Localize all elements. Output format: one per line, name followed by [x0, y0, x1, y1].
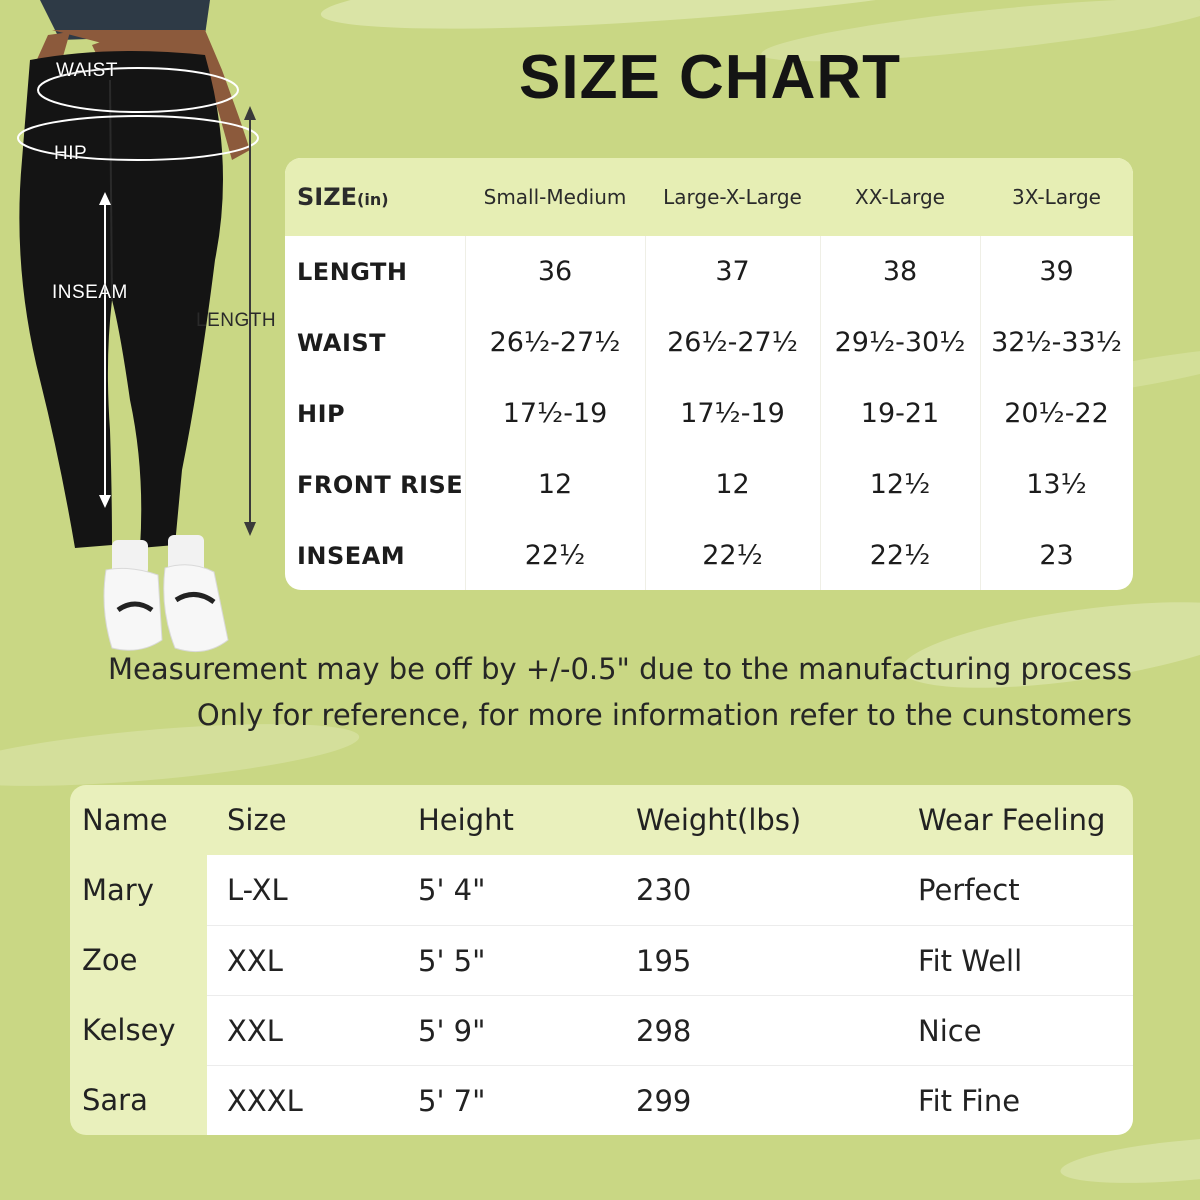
column-divider — [980, 236, 981, 590]
customer-name: Zoe — [82, 943, 138, 977]
customer-name: Kelsey — [82, 1013, 176, 1047]
size-value: 23 — [1039, 540, 1074, 571]
column-header: Name — [82, 803, 168, 837]
customer-height: 5' 7" — [418, 1084, 486, 1118]
size-value: 22½ — [524, 540, 586, 571]
size-column-header: Large-X-Large — [663, 185, 802, 209]
customer-table-body — [207, 855, 1133, 1135]
size-value: 29½-30½ — [834, 327, 966, 358]
table-row — [207, 995, 1133, 1066]
size-chart-body — [285, 236, 1133, 590]
size-value: 22½ — [869, 540, 931, 571]
row-label: FRONT RISE — [297, 470, 464, 499]
size-value: 37 — [715, 256, 750, 287]
measurement-note: Measurement may be off by +/-0.5" due to the manufacturing process — [108, 652, 1132, 686]
column-header: Weight(lbs) — [636, 803, 802, 837]
size-header-cell — [285, 183, 465, 211]
reference-note: Only for reference, for more information refer to the cunstomers — [196, 698, 1132, 732]
size-row-waist — [285, 307, 1133, 378]
size-header-label: SIZE — [297, 183, 358, 211]
size-row-front-rise — [285, 449, 1133, 520]
customer-wear-feeling: Nice — [918, 1014, 982, 1048]
column-header: Height — [418, 803, 514, 837]
waist-measure-label: WAIST — [56, 60, 118, 81]
length-measure-label: LENGTH — [196, 310, 277, 331]
customer-weight: 299 — [636, 1084, 692, 1118]
column-divider — [820, 236, 821, 590]
row-label: WAIST — [297, 328, 387, 357]
size-value: 12½ — [869, 469, 931, 500]
size-column-header: XX-Large — [855, 185, 945, 209]
size-chart-header-row — [285, 158, 1133, 236]
inseam-measure-label: INSEAM — [52, 282, 128, 303]
size-value: 39 — [1039, 256, 1074, 287]
table-row — [207, 855, 1133, 925]
customer-header-row — [70, 785, 1133, 855]
customer-size: XXL — [227, 1014, 283, 1048]
hip-measure-label: HIP — [54, 143, 88, 164]
size-value: 38 — [882, 256, 918, 287]
size-value: 22½ — [702, 540, 763, 571]
customer-size: XXL — [227, 944, 283, 978]
table-row — [207, 1065, 1133, 1135]
customer-size: XXXL — [227, 1084, 303, 1118]
size-chart-table — [285, 158, 1133, 590]
size-column-header: Small-Medium — [483, 185, 627, 209]
customer-height: 5' 9" — [418, 1014, 486, 1048]
customer-wear-feeling: Fit Well — [918, 944, 1023, 978]
size-value: 13½ — [1026, 469, 1087, 500]
size-row-hip — [285, 378, 1133, 449]
size-value: 17½-19 — [502, 398, 608, 429]
customer-weight: 195 — [636, 944, 692, 978]
background-brush-stroke — [897, 585, 1200, 704]
customer-height: 5' 5" — [418, 944, 486, 978]
background-brush-stroke — [1059, 1129, 1200, 1192]
customer-wear-feeling: Perfect — [918, 873, 1020, 907]
column-header: Wear Feeling — [918, 803, 1106, 837]
page-title: SIZE CHART — [519, 43, 901, 112]
customer-weight: 230 — [636, 873, 692, 907]
size-value: 20½-22 — [1004, 398, 1109, 429]
size-value: 26½-27½ — [489, 327, 621, 358]
size-value: 32½-33½ — [991, 327, 1122, 358]
size-value: 12 — [537, 469, 573, 500]
table-row — [207, 925, 1133, 996]
customer-height: 5' 4" — [418, 873, 486, 907]
customer-wear-feeling: Fit Fine — [918, 1084, 1021, 1118]
customer-weight: 298 — [636, 1014, 692, 1048]
customer-fit-table — [70, 785, 1133, 1135]
size-value: 12 — [715, 469, 750, 500]
size-value: 36 — [537, 256, 573, 287]
row-label: LENGTH — [297, 257, 408, 286]
row-label: HIP — [297, 399, 346, 428]
customer-name: Mary — [82, 873, 154, 907]
size-value: 19-21 — [860, 398, 940, 429]
size-row-inseam — [285, 520, 1133, 590]
column-divider — [465, 236, 466, 590]
customer-size: L-XL — [227, 873, 288, 907]
size-column-header: 3X-Large — [1012, 185, 1101, 209]
size-value: 26½-27½ — [667, 327, 798, 358]
customer-name: Sara — [82, 1083, 148, 1117]
size-value: 17½-19 — [680, 398, 785, 429]
size-row-length — [285, 236, 1133, 307]
column-header: Size — [227, 803, 287, 837]
column-divider — [645, 236, 646, 590]
row-label: INSEAM — [297, 541, 406, 570]
size-header-unit: (in) — [357, 190, 389, 209]
model-figure — [0, 0, 290, 660]
